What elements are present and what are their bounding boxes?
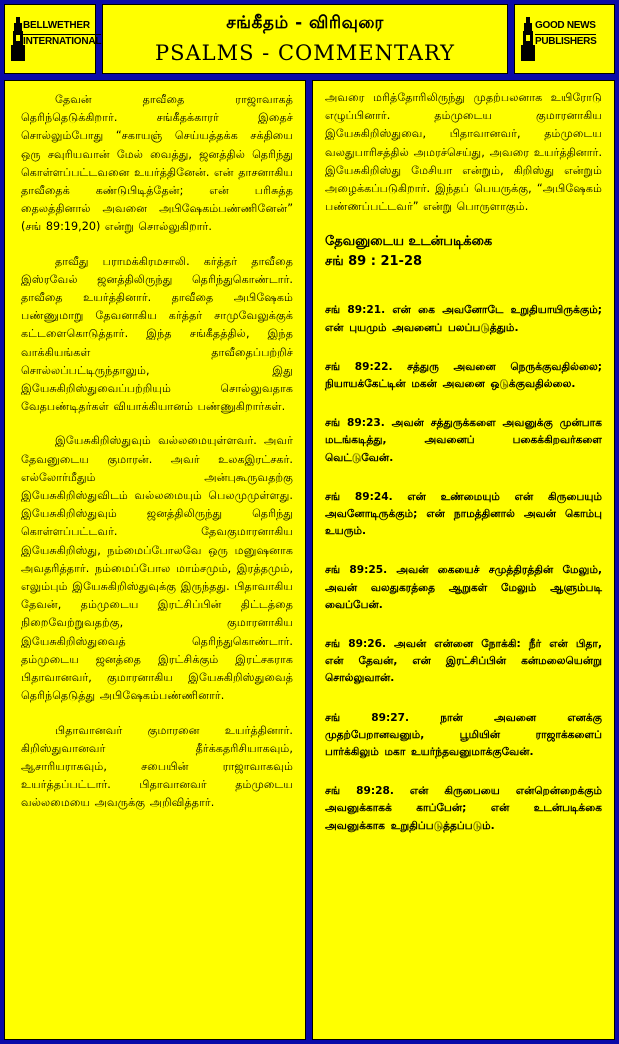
bellwether-logo-text (23, 19, 101, 49)
verse-text: சங் 89:21. என் கை அவனோடே உறுதியாயிருக்கும்; என் புயமும் அவனைப் பலப்படுத்தும். (325, 304, 602, 334)
commentary-paragraph: தேவன் தாவீதை ராஜாவாகத் தெரிந்தெடுக்கிறார். சங்கீதக்காரர் இதைச் சொல்லும்போது “சகாயஞ் செய்யத்தக்க சக்தியை ஒரு சவுரியவான் மேல் வைத்து, ஜனத்தில் தெரிந்து கொள்ளப்பட்டவனை உயர்த்தினேன். என் தாசனாகிய தாவீதைக் கண்டுபிடித்தேன்; என் பரிசுத்த தைலத்தினால் அவனை அபிஷேகம்பண்ணினேன்” (சங் 89:19,20) என்று சொல்லுகிறார். (21, 93, 293, 234)
tower-icon (521, 17, 535, 61)
section-heading-reference: சங் 89 : 21-28 (325, 254, 423, 270)
title-tamil: சங்கீதம் - விரிவுரை (226, 13, 384, 33)
section-heading-title: தேவனுடைய உடன்படிக்கை (325, 234, 493, 250)
right-column (312, 80, 615, 1040)
title-english: PSALMS - COMMENTARY (154, 41, 455, 65)
verse-text: சங் 89:27. நான் அவனை எனக்கு முதற்பேறானவனும், பூமியின் ராஜாக்களைப் பார்க்கிலும் மகா உயர்ந்தவனுமாக்குவேன். (325, 711, 602, 759)
verse-text: சங் 89:26. அவன் என்னை நோக்கி: நீர் என் பிதா, என் தேவன், என் இரட்சிப்பின் கன்மலையென்று சொல்லுவான். (325, 638, 602, 685)
commentary-paragraph: அவரை மரித்தோரிலிருந்து முதற்பலனாக உயிரோடு எழுப்பினார். தம்முடைய குமாரனாகிய இயேசுகிறிஸ்துவை, பிதாவானவர், தம்முடைய வலதுபாரிசத்தில் அமரச்செய்து, அவரை உயர்த்தினார். இயேசுகிறிஸ்து மேசியா என்றும், கிறிஸ்து என்றும் அழைக்கப்படுகிறார். இந்தப் பெயருக்கு, “அபிஷேகம் பண்ணப்பட்டவர்” என்று பொருளாகும். (325, 91, 602, 214)
verse-text: சங் 89:28. என் கிருபையை என்றென்றைக்கும் அவனுக்காகக் காப்பேன்; என் உடன்படிக்கை அவனுக்காக உறுதிப்படுத்தப்படும். (325, 785, 602, 832)
verse-text: சங் 89:22. சத்துரு அவனை நெருக்குவதில்லை; நியாயக்கேட்டின் மகன் அவனை ஒடுக்குவதில்லை. (325, 360, 602, 391)
section-heading (325, 232, 602, 272)
good-news-logo-box (514, 4, 615, 74)
commentary-paragraph: பிதாவானவர் குமாரனை உயர்த்தினார். கிறிஸ்துவானவர் தீர்க்கதரிசியாகவும், ஆசாரியராகவும், சபையின் ராஜாவாகவும் உயர்த்தப்பட்டார். பிதாவானவர் தம்முடைய வல்லமையை அவருக்கு அறிவித்தார். (21, 723, 293, 810)
verse-text: சங் 89:25. அவன் கையைச் சமுத்திரத்தின் மேலும், அவன் வலதுகரத்தை ஆறுகள் மேலும் ஆளும்படி வைப்பேன். (325, 564, 602, 611)
logo-right-line1: GOOD NEWS (535, 19, 596, 35)
commentary-paragraph: தாவீது பராமக்கிரமசாலி. கர்த்தர் தாவீதை இஸ்ரவேல் ஜனத்திலிருந்து தெரிந்துகொண்டார். தாவீதை உயர்த்தினார். தாவீதை அபிஷேகம் பண்ணுமாறு தேவனாகிய கர்த்தர் சாமுவேலுக்குக் கட்டளைகொடுத்தார். இந்த சங்கீதத்தில், இந்த வாக்கியங்கள் தாவீதைப்பற்றிச் சொல்லப்பட்டிருந்தாலும், இது இயேசுகிறிஸ்துவைப்பற்றியும் சொல்லுவதாக வேதபண்டிதர்கள் வியாக்கியானம் பண்ணுகிறார்கள். (21, 254, 293, 414)
verse-text: சங் 89:24. என் உண்மையும் என் கிருபையும் அவனோடிருக்கும்; என் நாமத்தினால் அவன் கொம்பு உயரும். (325, 490, 602, 538)
logo-left-line1: BELLWETHER (23, 19, 101, 35)
logo-left-line2: INTERNATIONAL (23, 36, 102, 47)
commentary-paragraph: இயேசுகிறிஸ்துவும் வல்லமையுள்ளவர். அவர் தேவனுடைய குமாரன். அவர் உலகஇரட்சகர். எல்லோர்மீதும் அன்புகூருவதற்கு இயேசுகிறிஸ்துவிடம் வல்லமையும் பெலமுமுள்ளது. இயேசுகிறிஸ்துவும் ஜனத்திலிருந்து தெரிந்து கொள்ளப்பட்டவர். தேவகுமாரனாகிய இயேசுகிறிஸ்து, நம்மைப்போலவே ஒரு மனுஷனாக அவதரித்தார். நம்மைப்போல மாம்சமும், இரத்தமும், எலும்பும் இயேசுகிறிஸ்துவுக்கு இருந்தது. பிதாவாகிய தேவன், தம்முடைய இரட்சிப்பின் திட்டத்தை நிறைவேற்றுவதற்கு, குமாரனாகிய இயேசுகிறிஸ்துவைத் தெரிந்துகொண்டார். தம்முடைய ஜனத்தை இரட்சிக்கும் இரட்சகராக பிதாவானவர், குமாரனாகிய இயேசுகிறிஸ்துவைத் தெரிந்தெடுத்து அபிஷேகம்பண்ணினார். (21, 434, 293, 703)
bellwether-logo-box (4, 4, 102, 74)
verse-text: சங் 89:23. அவன் சத்துருக்களை அவனுக்கு முன்பாக மடங்கடித்து, அவனைப் பகைக்கிறவர்களை வெட்டுவேன். (325, 417, 602, 464)
left-column (4, 80, 306, 1040)
good-news-logo-text (535, 19, 596, 49)
logo-right-line2: PUBLISHERS (535, 36, 597, 47)
title-box (102, 4, 508, 74)
